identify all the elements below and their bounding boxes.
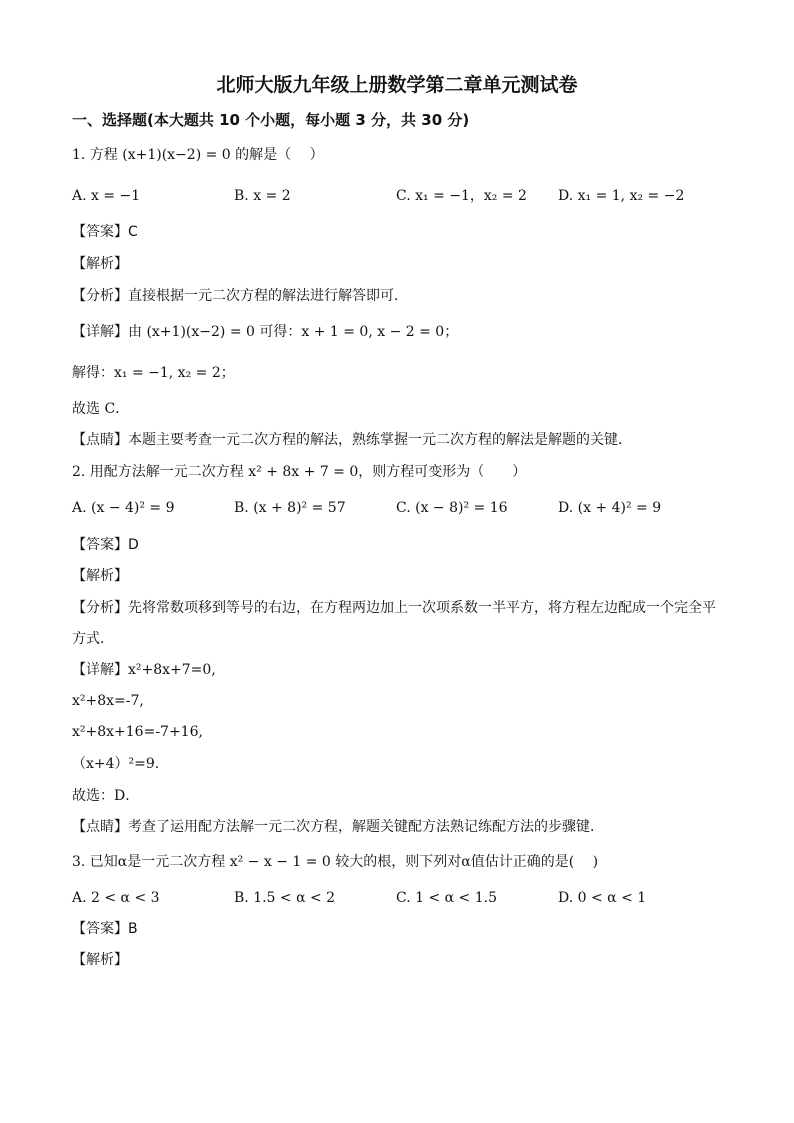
q2-comment: 【点睛】考查了运用配方法解一元二次方程，解题关键配方法熟记练配方法的步骤键． [72, 819, 604, 835]
q1-option-d: D. x₁ = 1, x₂ = −2 [558, 188, 685, 204]
q1-comment: 【点睛】本题主要考查一元二次方程的解法，熟练掌握一元二次方程的解法是解题的关键． [72, 432, 632, 448]
q2-analysis-label: 【解析】 [72, 568, 128, 584]
q1-detail: 【详解】由 (x+1)(x−2) = 0 可得：x + 1 = 0, x − 2 = 0； [72, 324, 459, 340]
q3-option-c: C. 1 < α < 1.5 [396, 890, 498, 906]
q2-option-c: C. (x − 8)² = 16 [396, 500, 508, 516]
section-heading: 一、选择题(本大题共 10 个小题，每小题 3 分，共 30 分) [72, 111, 470, 129]
q1-choice: 故选 C． [72, 401, 130, 417]
q3-analysis-label: 【解析】 [72, 952, 128, 968]
question-2-stem: 2. 用配方法解一元二次方程 x² + 8x + 7 = 0，则方程可变形为（ ） [72, 464, 527, 480]
q1-option-b: B. x = 2 [234, 188, 291, 204]
q1-option-a: A. x = −1 [72, 188, 141, 204]
q3-option-b: B. 1.5 < α < 2 [234, 890, 336, 906]
q2-choice: 故选：D． [72, 788, 140, 804]
q2-option-d: D. (x + 4)² = 9 [558, 500, 662, 516]
q1-solution: 解得：x₁ = −1, x₂ = 2； [72, 365, 235, 381]
q2-step-2: x²+8x=-7, [72, 693, 144, 709]
q2-fenxi-line-1: 【分析】先将常数项移到等号的右边，在方程两边加上一次项系数一半平方，将方程左边配成一个完全平 [72, 600, 716, 616]
page-title: 北师大版九年级上册数学第二章单元测试卷 [216, 74, 578, 96]
q3-option-d: D. 0 < α < 1 [558, 890, 647, 906]
q1-option-c: C. x₁ = −1，x₂ = 2 [396, 188, 527, 204]
q2-step-3: x²+8x+16=-7+16, [72, 724, 203, 740]
q3-answer: 【答案】B [72, 921, 138, 937]
q1-fenxi: 【分析】直接根据一元二次方程的解法进行解答即可． [72, 288, 408, 304]
q2-fenxi-line-2: 方式． [72, 631, 114, 647]
q1-answer: 【答案】C [72, 224, 138, 240]
q2-step-1: 【详解】x²+8x+7=0, [72, 662, 216, 678]
q2-option-a: A. (x − 4)² = 9 [72, 500, 175, 516]
q2-option-b: B. (x + 8)² = 57 [234, 500, 346, 516]
q2-step-4: （x+4）²=9. [72, 756, 160, 772]
q2-answer: 【答案】D [72, 537, 139, 553]
q3-option-a: A. 2 < α < 3 [72, 890, 160, 906]
question-3-stem: 3. 已知α是一元二次方程 x² − x − 1 = 0 较大的根，则下列对α值估计正确的是( ) [72, 854, 599, 870]
question-1-stem: 1. 方程 (x+1)(x−2) = 0 的解是（ ） [72, 147, 324, 163]
q1-analysis-label: 【解析】 [72, 256, 128, 272]
